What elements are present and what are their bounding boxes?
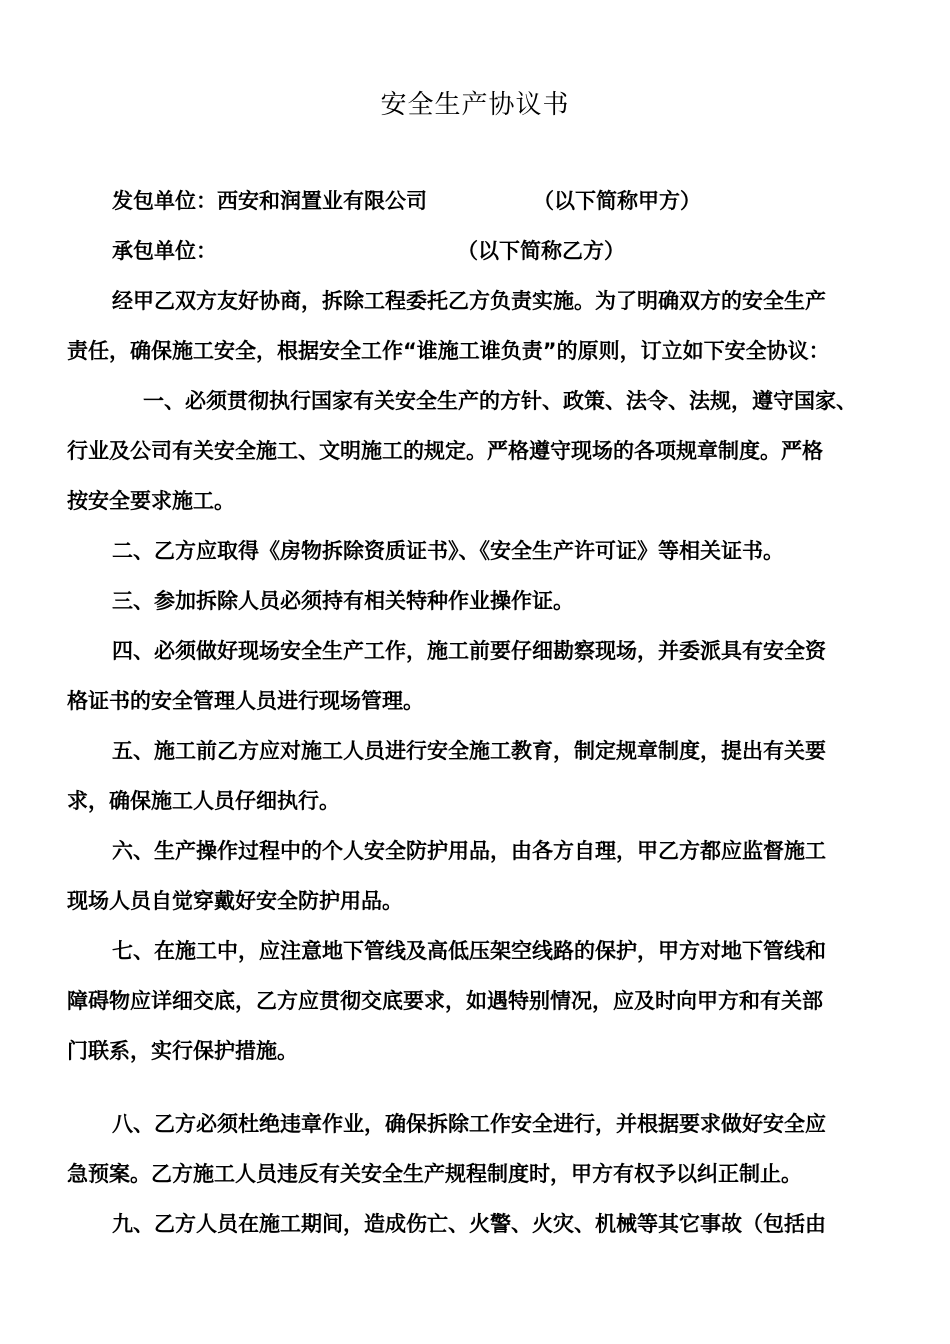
body-line: 经甲乙双方友好协商，拆除工程委托乙方负责实施。为了明确双方的安全生产 — [112, 289, 826, 313]
body-line: 行业及公司有关安全施工、文明施工的规定。严格遵守现场的各项规章制度。严格 — [67, 439, 823, 463]
body-line: 按安全要求施工。 — [67, 489, 235, 513]
subcontractor-line — [112, 237, 625, 265]
body-line: 一、必须贯彻执行国家有关安全生产的方针、政策、法令、法规，遵守国家、 — [143, 389, 857, 413]
contractor-alias: （以下简称甲方） — [533, 189, 701, 213]
contractor-name: 西安和润置业有限公司 — [217, 189, 427, 213]
body-line: 责任，确保施工安全，根据安全工作“谁施工谁负责”的原则，订立如下安全协议： — [67, 339, 830, 363]
body-line: 格证书的安全管理人员进行现场管理。 — [67, 689, 424, 713]
body-line: 障碍物应详细交底，乙方应贯彻交底要求，如遇特别情况，应及时向甲方和有关部 — [67, 989, 823, 1013]
contractor-label: 发包单位： — [112, 189, 217, 213]
body-line: 六、生产操作过程中的个人安全防护用品，由各方自理，甲乙方都应监督施工 — [112, 839, 826, 863]
body-line: 求，确保施工人员仔细执行。 — [67, 789, 340, 813]
body-line: 三、参加拆除人员必须持有相关特种作业操作证。 — [112, 589, 574, 613]
contractor-line — [112, 187, 701, 215]
body-line: 四、必须做好现场安全生产工作，施工前要仔细勘察现场，并委派具有安全资 — [112, 639, 826, 663]
body-line: 九、乙方人员在施工期间，造成伤亡、火警、火灾、机械等其它事故（包括由 — [112, 1212, 826, 1236]
body-line: 八、乙方必须杜绝违章作业，确保拆除工作安全进行，并根据要求做好安全应 — [112, 1112, 826, 1136]
body-line: 门联系，实行保护措施。 — [67, 1039, 298, 1063]
body-line: 五、施工前乙方应对施工人员进行安全施工教育，制定规章制度，提出有关要 — [112, 739, 826, 763]
body-line: 七、在施工中，应注意地下管线及高低压架空线路的保护，甲方对地下管线和 — [112, 939, 826, 963]
subcontractor-label: 承包单位： — [112, 239, 217, 263]
document-title: 安全生产协议书 — [380, 90, 570, 120]
body-line: 现场人员自觉穿戴好安全防护用品。 — [67, 889, 403, 913]
body-line: 急预案。乙方施工人员违反有关安全生产规程制度时，甲方有权予以纠正制止。 — [67, 1162, 802, 1186]
subcontractor-alias: （以下简称乙方） — [457, 239, 625, 263]
body-line: 二、乙方应取得《房物拆除资质证书》、《安全生产许可证》等相关证书。 — [112, 539, 784, 563]
